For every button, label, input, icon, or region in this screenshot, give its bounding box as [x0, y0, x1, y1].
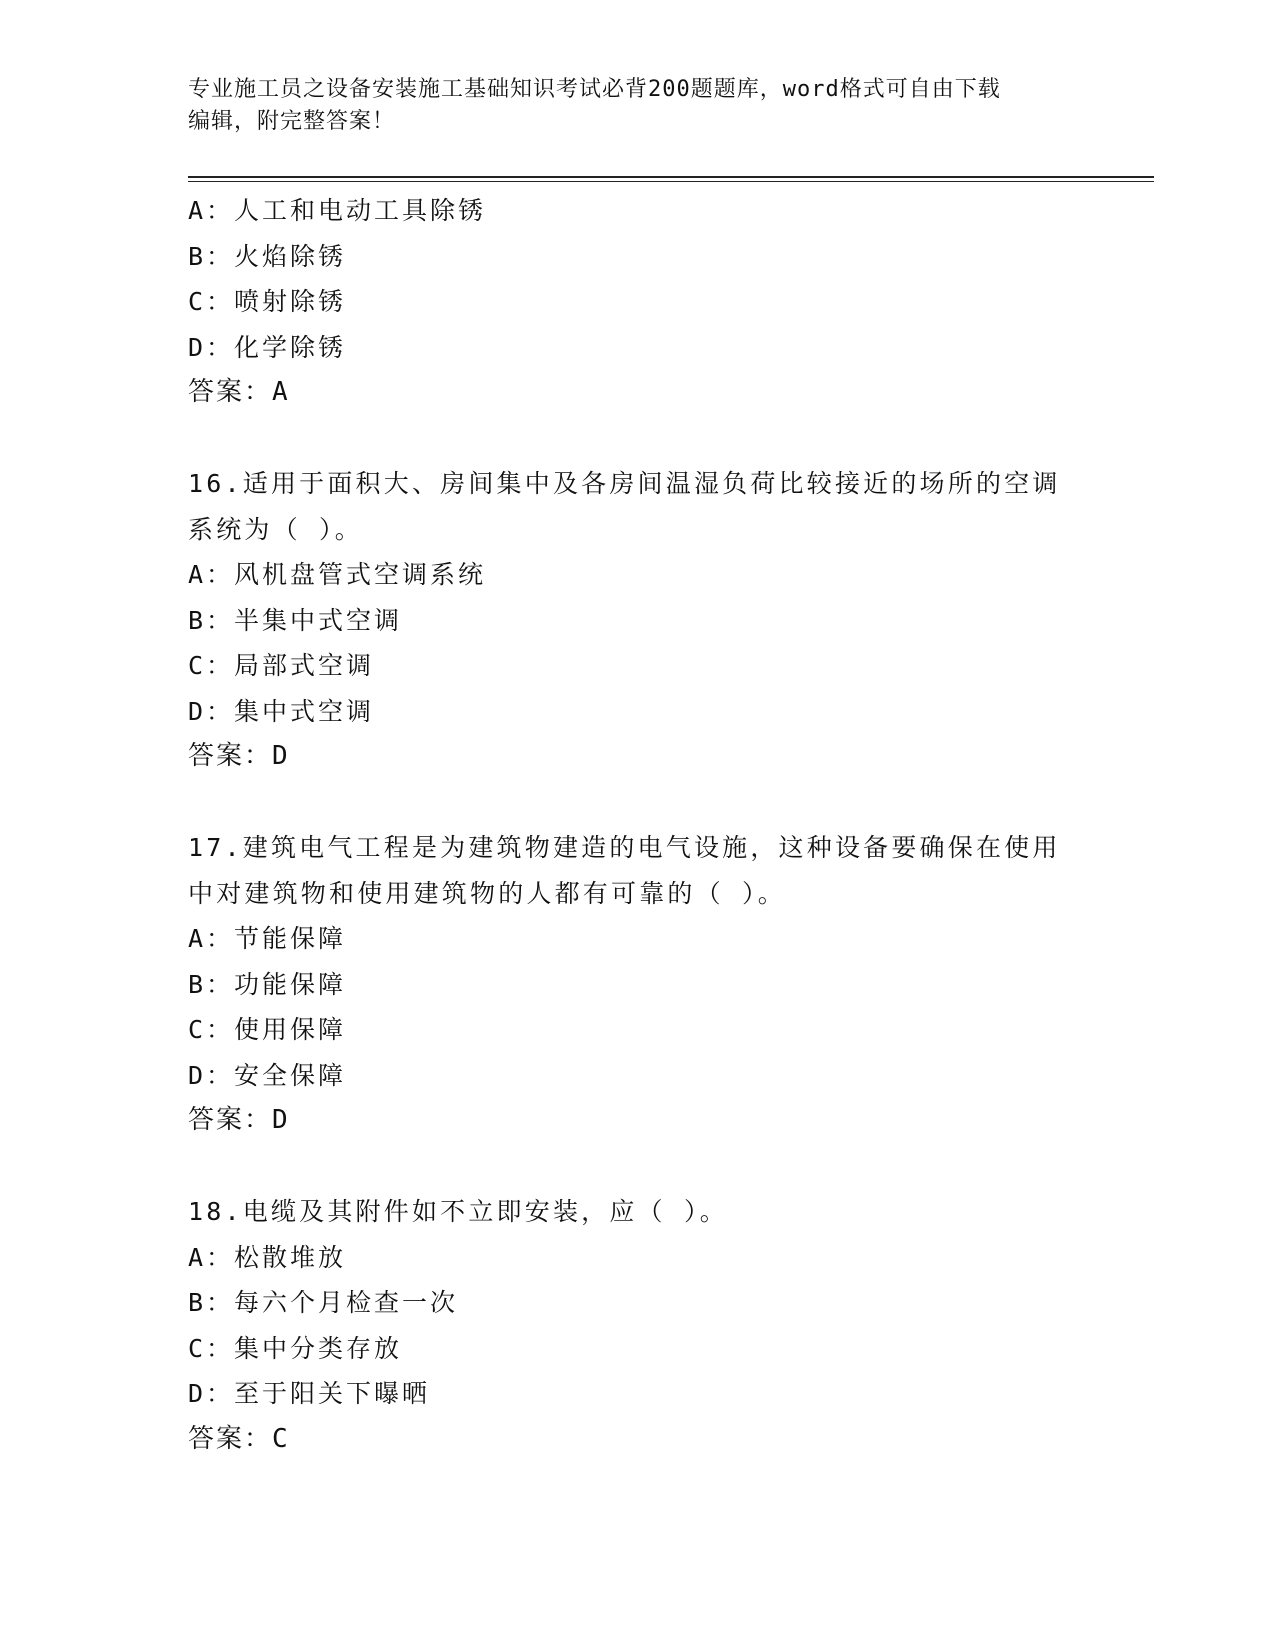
header-title-line-1: 专业施工员之设备安装施工基础知识考试必背200题题库，word格式可自由下载	[188, 77, 1001, 102]
answer: 答案：D	[188, 741, 290, 771]
header-divider-thin	[188, 181, 1154, 182]
option-b: B：半集中式空调	[188, 605, 403, 635]
spacer	[188, 1144, 1088, 1190]
question-list	[188, 188, 1088, 1462]
option-a: A：人工和电动工具除锈	[188, 196, 487, 225]
option-d: D：化学除锈	[188, 332, 347, 362]
answer: 答案：D	[188, 1105, 290, 1135]
option-b: B：每六个月检查一次	[188, 1288, 459, 1317]
option-c: C：喷射除锈	[188, 287, 347, 316]
answer: 答案：A	[188, 377, 290, 407]
option-a: A：风机盘管式空调系统	[188, 560, 487, 589]
option-c: C：局部式空调	[188, 651, 375, 680]
question-18	[188, 1189, 1088, 1462]
question-15	[188, 188, 1088, 416]
spacer	[188, 780, 1088, 826]
option-d: D：安全保障	[188, 1060, 347, 1090]
question-stem-line-1: 17.建筑电气工程是为建筑物建造的电气设施，这种设备要确保在使用	[188, 833, 1061, 862]
question-16	[188, 461, 1088, 780]
option-a: A：节能保障	[188, 924, 347, 953]
option-a: A：松散堆放	[188, 1242, 347, 1272]
option-d: D：至于阳关下曝晒	[188, 1379, 431, 1408]
option-b: B：功能保障	[188, 969, 347, 999]
question-stem-line-1: 18.电缆及其附件如不立即安装，应（ ）。	[188, 1197, 728, 1226]
option-c: C：集中分类存放	[188, 1333, 403, 1363]
spacer	[188, 416, 1088, 462]
question-stem-line-2: 系统为（ ）。	[188, 514, 363, 544]
option-d: D：集中式空调	[188, 696, 375, 726]
question-stem-line-1: 16.适用于面积大、房间集中及各房间温湿负荷比较接近的场所的空调	[188, 469, 1061, 498]
document-header	[188, 74, 1068, 138]
option-c: C：使用保障	[188, 1015, 347, 1044]
option-b: B：火焰除锈	[188, 241, 347, 271]
answer: 答案：C	[188, 1423, 290, 1454]
header-divider-thick	[188, 176, 1154, 178]
question-stem-line-2: 中对建筑物和使用建筑物的人都有可靠的（ ）。	[188, 878, 786, 908]
question-17	[188, 825, 1088, 1144]
header-title-line-2: 编辑，附完整答案！	[188, 109, 396, 134]
